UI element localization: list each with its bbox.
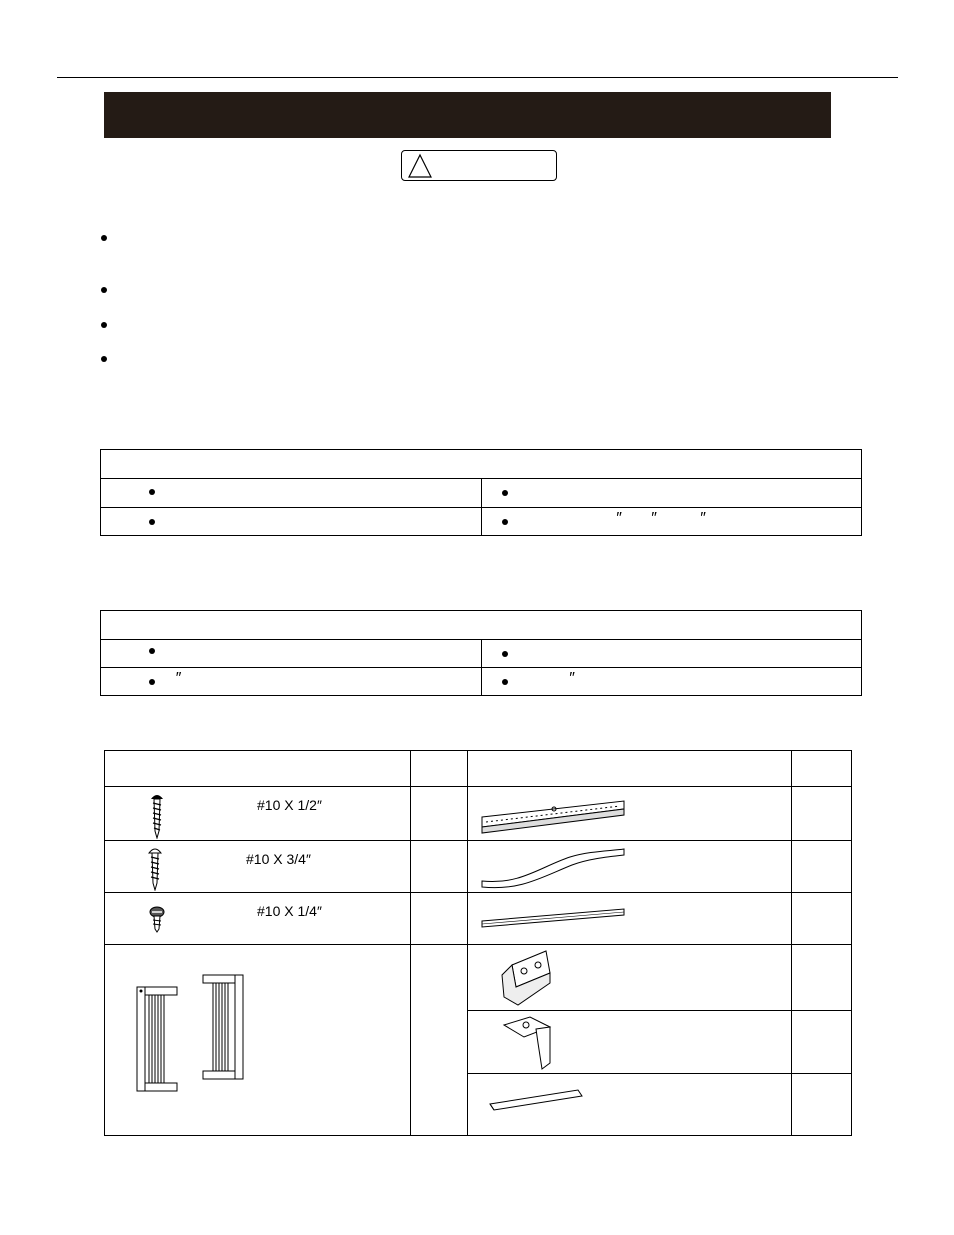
warning-bullet [101, 356, 107, 362]
side-panel-cell [105, 945, 411, 1136]
tools-table [100, 449, 862, 536]
part-cell [468, 787, 792, 841]
inch-mark: ″ [568, 670, 575, 687]
warning-bullet [101, 235, 107, 241]
screw-size-label: #10 X 1/4″ [257, 903, 322, 919]
parts-header-cell [468, 751, 792, 787]
l-bracket-icon [498, 949, 554, 1007]
list-bullet [502, 490, 508, 496]
caution-label [401, 150, 557, 181]
list-bullet [149, 648, 155, 654]
tools-table-header [101, 611, 862, 640]
list-bullet [149, 489, 155, 495]
curved-seal-strip-icon [480, 845, 626, 889]
parts-table [104, 750, 852, 1136]
screw-cell [105, 893, 411, 945]
tools-table-cell [481, 479, 862, 508]
warning-bullet [101, 322, 107, 328]
inch-mark: ″ [699, 510, 706, 527]
qty-cell [792, 945, 852, 1011]
tools-table-cell [101, 640, 482, 668]
inch-mark: ″ [615, 510, 622, 527]
parts-header-cell [411, 751, 468, 787]
angle-bracket-icon [500, 1013, 554, 1071]
flat-strip-icon [480, 907, 626, 929]
list-bullet [502, 519, 508, 525]
parts-header-cell [792, 751, 852, 787]
screw-cell [105, 841, 411, 893]
inch-mark: ″ [175, 670, 181, 687]
tools-table-header [101, 450, 862, 479]
warning-triangle-icon [407, 153, 433, 179]
foam-pad-icon [488, 1086, 584, 1114]
part-cell [468, 945, 792, 1011]
qty-cell [411, 841, 468, 893]
side-panels-icon [133, 971, 245, 1103]
qty-cell [792, 1074, 852, 1136]
qty-cell [792, 1011, 852, 1074]
tools-table-cell [481, 668, 862, 696]
screw-cell [105, 787, 411, 841]
part-cell [468, 893, 792, 945]
qty-cell [792, 893, 852, 945]
list-bullet [149, 519, 155, 525]
tools-table-cell [481, 640, 862, 668]
screw-size-label: #10 X 1/2″ [257, 797, 322, 813]
qty-cell [411, 787, 468, 841]
pan-head-screw-icon [147, 845, 163, 891]
section-title-bar [104, 92, 831, 138]
tools-table-cell [101, 479, 482, 508]
part-cell [468, 1011, 792, 1074]
inch-mark: ″ [650, 510, 657, 527]
list-bullet [502, 679, 508, 685]
qty-cell [411, 893, 468, 945]
tools-table-cell [101, 668, 482, 696]
part-cell [468, 841, 792, 893]
top-rail-icon [480, 797, 626, 835]
qty-cell [792, 841, 852, 893]
screw-size-label: #10 X 3/4″ [246, 851, 311, 867]
qty-cell [411, 945, 468, 1136]
qty-cell [792, 787, 852, 841]
short-screw-icon [148, 905, 166, 933]
list-bullet [149, 679, 155, 685]
parts-header-cell [105, 751, 411, 787]
part-cell [468, 1074, 792, 1136]
pan-head-screw-icon [149, 791, 165, 839]
warning-bullet [101, 287, 107, 293]
tools-table-cell [101, 508, 482, 536]
tools-table [100, 610, 862, 696]
header-rule [57, 77, 898, 78]
list-bullet [502, 651, 508, 657]
tools-table-cell [481, 508, 862, 536]
